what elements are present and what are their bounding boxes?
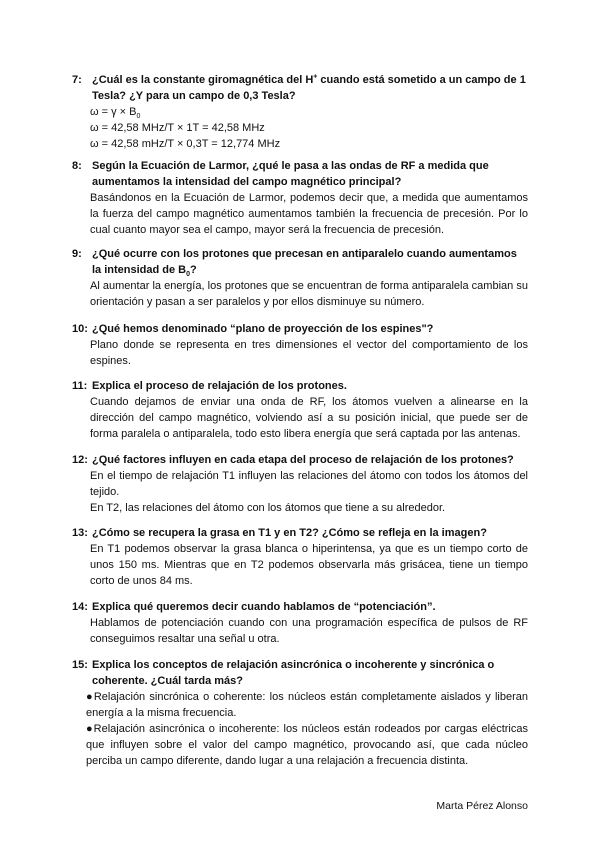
question-number: 8: xyxy=(72,160,82,172)
question-10 xyxy=(72,321,528,369)
answer: Basándonos en la Ecuación de Larmor, podemos decir que, a medida que aumentamos la fuerza del campo magnético aumentamos también la frecuencia de precesión. Por lo cual cuanto mayor sea el campo, mayor será la frecuencia de precesión. xyxy=(90,192,528,236)
bullet-icon: ● xyxy=(86,691,94,703)
answer: Plano donde se representa en tres dimensiones el vector del comportamiento de los espines. xyxy=(90,339,528,367)
question-title: 8: Según la Ecuación de Larmor, ¿qué le pasa a las ondas de RF a medida que aumentamos la intensidad del campo magnético principal? xyxy=(72,160,489,188)
answer: Hablamos de potenciación cuando con una programación específica de pulsos de RF conseguimos resaltar una señal u otra. xyxy=(90,617,528,645)
answer: En T1 podemos observar la grasa blanca o hiperintensa, ya que es un tiempo corto de unos 150 ms. Mientras que en T2 podemos observarla más grisácea, tiene un tiempo corto de unos 84 ms. xyxy=(90,543,528,587)
question-title: 7: ¿Cuál es la constante giromagnética del H+ cuando está sometido a un campo de 1 Tesla? ¿Y para un campo de 0,3 Tesla? xyxy=(72,73,526,102)
question-8 xyxy=(72,158,528,238)
question-11 xyxy=(72,378,528,442)
question-number: 14: xyxy=(72,601,88,613)
answer: En el tiempo de relajación T1 influyen las relaciones del átomo con todos los átomos del tejido. En T2, las relaciones del átomo con los átomos que tiene a su alrededor. xyxy=(90,470,528,514)
question-number: 13: xyxy=(72,527,88,539)
question-number: 11: xyxy=(72,380,88,392)
answer: Cuando dejamos de enviar una onda de RF, los átomos vuelven a alinearse en la dirección del campo magnético, volviendo así a su posición inicial, que puede ser de forma paralela o antiparalela, todo esto libera energía que será captada por las antenas. xyxy=(90,396,528,440)
question-title: 10: ¿Qué hemos denominado “plano de proyección de los espines"? xyxy=(72,323,434,335)
question-number: 10: xyxy=(72,323,88,335)
question-number: 9: xyxy=(72,248,82,260)
footer-author: Marta Pérez Alonso xyxy=(436,800,528,812)
list-item: ●Relajación sincrónica o coherente: los núcleos están completamente aislados y liberan energía a la misma frecuencia. xyxy=(86,691,528,719)
question-12 xyxy=(72,452,528,516)
question-7 xyxy=(72,72,528,152)
question-title: 9: ¿Qué ocurre con los protones que precesan en antiparalelo cuando aumentamos la intensidad de $B_0$? xyxy=(72,248,517,279)
question-title: 15: Explica los conceptos de relajación asincrónica o incoherente y sincrónica o coherente. ¿Cuál tarda más? xyxy=(72,659,495,687)
question-title: 13: ¿Cómo se recupera la grasa en T1 y en T2? ¿Cómo se refleja en la imagen? xyxy=(72,527,487,539)
question-title: 11: Explica el proceso de relajación de los protones. xyxy=(72,380,347,392)
question-number: 7: xyxy=(72,74,82,86)
question-number: 15: xyxy=(72,659,88,671)
question-number: 12: xyxy=(72,454,88,466)
question-9 xyxy=(72,246,528,310)
bullet-icon: ● xyxy=(86,723,94,735)
question-13 xyxy=(72,525,528,589)
answer xyxy=(72,689,528,769)
question-15 xyxy=(72,657,528,769)
list-item: ●Relajación asincrónica o incoherente: los núcleos están rodeados por cargas eléctricas que influyen sobre el valor del campo magnético, provocando así, que cada núcleo perciba un campo diferente, dando lugar a una relajación a frecuencia distinta. xyxy=(86,723,528,767)
answer: $\omega = \gamma \times B_0$ ω = 42,58 MHz/T × 1T = 42,58 MHz ω = 42,58 mHz/T × 0,3T = 12,774 MHz xyxy=(90,106,281,150)
answer: Al aumentar la energía, los protones que se encuentran de forma antiparalela cambian su orientación y pasan a ser paralelos y por ellos disminuye su número. xyxy=(90,280,528,308)
question-title: 12: ¿Qué factores influyen en cada etapa del proceso de relajación de los protones? xyxy=(72,454,514,466)
question-title: 14: Explica qué queremos decir cuando hablamos de “potenciación”. xyxy=(72,601,436,613)
question-14 xyxy=(72,599,528,647)
